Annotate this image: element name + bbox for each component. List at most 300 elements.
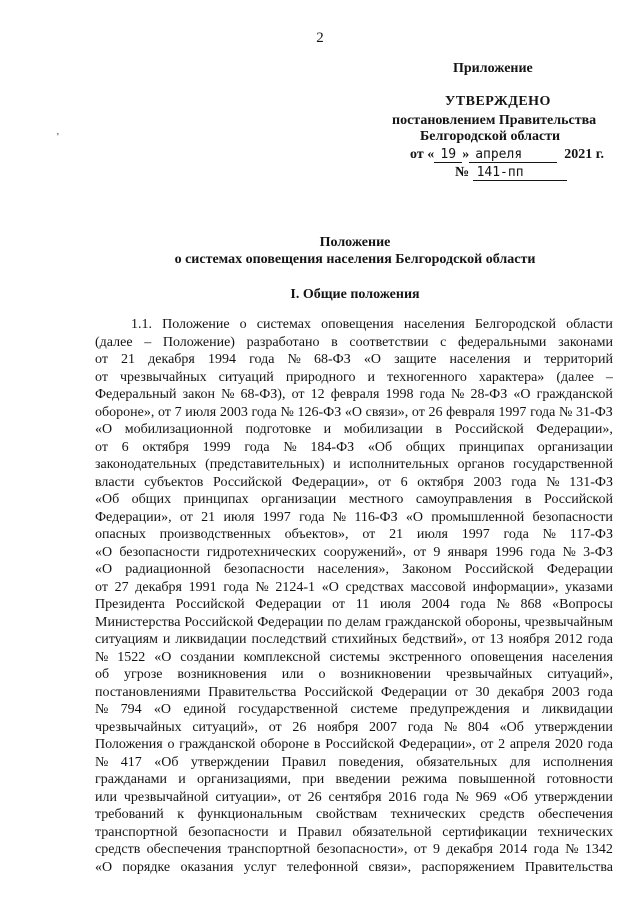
word: свойствам: [316, 807, 378, 822]
word: 2003: [473, 474, 502, 490]
word: сертификации: [442, 824, 528, 840]
word: массовой: [410, 579, 466, 595]
word: 1997: [461, 527, 490, 542]
word: режима: [401, 772, 448, 787]
word: о: [239, 317, 247, 332]
word: года: [223, 579, 249, 595]
title-line-1: Положение: [319, 235, 391, 250]
word: гражданской: [179, 737, 256, 752]
word: 28-ФЗ: [470, 387, 508, 402]
date-prefix: от «: [410, 147, 435, 162]
word: оказания: [180, 859, 234, 875]
word: Федерации»,: [95, 509, 172, 525]
body-line: [95, 684, 613, 702]
date-year: 2021 г.: [564, 147, 604, 162]
body-line: [95, 649, 613, 667]
word: мобилизационной: [124, 422, 233, 437]
word: от: [268, 719, 282, 735]
word: «О: [95, 562, 113, 577]
word: №: [451, 387, 465, 402]
section-heading: I. Общие положения: [290, 287, 420, 302]
body-line-words: [95, 649, 613, 667]
word: общих: [131, 492, 172, 507]
word: стихийных: [331, 632, 398, 647]
word: 26: [292, 719, 307, 735]
body-line-words: [95, 614, 613, 632]
word: «О: [344, 404, 362, 420]
word: №: [95, 702, 109, 717]
word: государственной: [513, 457, 613, 472]
word: информации»,: [472, 579, 559, 595]
body-line: [95, 596, 613, 614]
word: №: [95, 754, 109, 770]
body-line-words: [95, 666, 613, 684]
word: промышленной: [431, 509, 525, 525]
word: характера»: [478, 369, 545, 385]
body-line-words: [95, 789, 613, 807]
word: Федерации: [257, 614, 324, 630]
word: общих: [405, 439, 446, 455]
body-line: [95, 771, 613, 789]
word: и: [279, 824, 287, 840]
word: транспортной: [95, 824, 178, 840]
body-line: [95, 736, 613, 754]
word: ситуаций»,: [192, 719, 258, 735]
word: 26: [307, 789, 322, 805]
word: года: [460, 597, 486, 612]
word: экстренного: [388, 649, 462, 665]
body-line-words: [95, 736, 613, 754]
body-line-words: [95, 859, 613, 877]
word: от: [291, 387, 305, 402]
word: декабря: [446, 842, 493, 857]
word: введении: [335, 772, 391, 787]
word: Российской: [454, 422, 524, 437]
body-line-words: [95, 509, 613, 527]
word: №: [255, 579, 269, 595]
word: и: [323, 422, 332, 437]
word: года: [533, 842, 559, 857]
word: ноября: [317, 719, 359, 735]
word: Президента: [95, 597, 165, 612]
word: субъектов: [144, 474, 204, 490]
word: №: [95, 649, 109, 665]
word: ситуаций: [218, 369, 274, 385]
word: готовности: [546, 772, 613, 787]
word: 417: [120, 754, 142, 770]
word: 7: [174, 404, 182, 420]
word: от: [287, 789, 301, 805]
body-line: [95, 351, 613, 369]
word: 3-ФЗ: [583, 544, 613, 560]
body-paragraph: [95, 316, 613, 876]
word: угрозе: [123, 667, 163, 682]
word: года: [244, 439, 270, 455]
word: года: [587, 684, 613, 700]
word: области: [566, 317, 613, 332]
word: производственных: [159, 527, 271, 542]
word: чрезвычайных: [119, 369, 207, 385]
word: о: [318, 667, 326, 682]
word: связи»,: [368, 859, 412, 875]
word: организации: [537, 439, 613, 455]
word: декабря: [148, 352, 195, 367]
word: года: [251, 404, 277, 420]
word: Российской: [544, 492, 613, 507]
word: декабря: [135, 579, 182, 595]
word: делам: [345, 614, 382, 630]
body-line: [95, 631, 613, 649]
approved-label: УТВЕРЖДЕНО: [445, 94, 551, 109]
body-line-words: [95, 439, 613, 457]
word: чрезвычайной: [123, 789, 209, 805]
number-line: [455, 164, 567, 181]
word: «О: [405, 509, 423, 525]
word: года: [249, 352, 275, 367]
word: июля: [185, 404, 217, 420]
word: системы: [329, 649, 380, 665]
word: 1991: [188, 579, 217, 595]
word: 12: [310, 387, 325, 402]
word: №: [565, 842, 579, 857]
body-line-words: [131, 316, 613, 334]
word: 1997: [498, 404, 527, 420]
body-line: [95, 474, 613, 492]
body-line: [95, 859, 613, 877]
word: исполнительных: [349, 457, 449, 472]
word: безопасности: [188, 824, 269, 840]
word: 184-ФЗ: [310, 439, 355, 455]
word: обеспечения: [146, 842, 222, 857]
word: от: [454, 684, 468, 700]
word: 30: [475, 684, 490, 700]
word: ситуации»,: [215, 789, 282, 805]
word: мобилизации: [343, 422, 423, 437]
word: Российской: [464, 562, 534, 577]
word: октября: [417, 474, 464, 490]
word: создании: [180, 649, 235, 665]
word: и: [523, 352, 532, 367]
word: в: [313, 737, 321, 752]
word: ситуаций»,: [547, 667, 613, 682]
word: обеспечения: [538, 807, 613, 822]
body-line: [95, 841, 613, 859]
word: (далее: [95, 334, 133, 350]
word: транспортной: [227, 842, 311, 857]
body-line: [95, 316, 613, 334]
margin-mark: ': [57, 132, 59, 143]
word: 11: [355, 597, 370, 612]
word: июля: [416, 527, 448, 542]
word: технических: [537, 824, 613, 840]
appendix-label: Приложение: [453, 61, 533, 76]
word: 2012: [554, 632, 583, 647]
word: Российской: [213, 474, 283, 490]
word: №: [542, 527, 556, 542]
body-line: [95, 561, 613, 579]
word: или: [95, 789, 117, 805]
body-line-words: [95, 631, 613, 649]
word: Федеральный: [95, 387, 177, 402]
word: 9: [432, 842, 440, 857]
word: «О: [513, 387, 531, 402]
word: Российской: [175, 597, 245, 612]
word: исполнения: [542, 754, 613, 770]
word: 68-ФЗ),: [240, 387, 286, 402]
word: (представительных): [205, 457, 325, 472]
word: Положения: [95, 737, 163, 752]
word: населения»,: [317, 562, 389, 577]
word: 2007: [369, 719, 398, 735]
date-mid: »: [462, 147, 470, 162]
word: «О: [95, 544, 113, 560]
word: «О: [363, 352, 381, 367]
word: средств: [95, 842, 141, 857]
word: ноября: [508, 632, 550, 647]
word: безопасности: [119, 544, 200, 560]
word: –: [605, 369, 613, 385]
word: гражданами: [95, 772, 168, 787]
word: №: [280, 404, 294, 420]
body-line-words: [95, 771, 613, 789]
word: местного: [348, 492, 404, 507]
body-line-words: [95, 561, 613, 579]
word: 1342: [584, 842, 613, 857]
word: года: [423, 789, 449, 805]
word: 794: [120, 702, 142, 717]
word: сентября: [328, 789, 382, 805]
word: «Об: [503, 789, 528, 805]
word: связи»,: [365, 404, 409, 420]
word: Российской: [184, 614, 254, 630]
word: в: [524, 492, 532, 507]
word: функциональным: [197, 807, 303, 822]
word: 2014: [499, 842, 528, 857]
word: «О: [154, 649, 172, 665]
number-value: 141-пп: [473, 165, 567, 181]
word: января: [447, 544, 488, 560]
word: 6: [121, 439, 129, 455]
approved-by-line: постановлением Правительства: [392, 113, 597, 128]
word: 126-ФЗ: [297, 404, 342, 420]
word: Российской: [304, 684, 374, 700]
body-line: [95, 369, 613, 387]
body-line: [95, 614, 613, 632]
word: населения: [449, 352, 511, 367]
word: об: [95, 667, 110, 682]
word: 1996: [494, 544, 523, 560]
word: «Об: [367, 439, 393, 455]
word: объектов»,: [284, 527, 349, 542]
word: гражданской: [536, 387, 613, 402]
body-line-words: [95, 719, 613, 737]
word: «Об: [499, 719, 524, 735]
body-line: [95, 579, 613, 597]
word: «О: [95, 422, 113, 437]
word: сооружений»,: [323, 544, 407, 560]
word: от: [471, 632, 485, 647]
word: от: [95, 352, 108, 367]
word: последствий: [251, 632, 327, 647]
body-line-words: [95, 841, 613, 859]
word: средств: [479, 807, 525, 822]
word: законодательных: [95, 457, 197, 472]
body-line: [95, 526, 613, 544]
body-line-words: [95, 754, 613, 772]
word: года: [419, 387, 445, 402]
word: апреля: [509, 737, 551, 752]
word: июля: [379, 597, 411, 612]
word: Федерации: [380, 684, 448, 700]
body-line: [95, 824, 613, 842]
word: предупреждения: [409, 702, 510, 717]
word: ситуациям: [95, 632, 158, 647]
word: Федерации»,: [536, 422, 613, 437]
word: и: [178, 772, 186, 787]
word: 969: [475, 789, 497, 805]
word: от: [95, 579, 108, 595]
word: (далее: [556, 369, 594, 385]
word: года: [530, 544, 556, 560]
word: 68-ФЗ: [313, 352, 351, 367]
word: №: [443, 719, 458, 735]
word: №: [546, 474, 560, 490]
body-line-words: [95, 386, 613, 404]
word: №: [221, 387, 235, 402]
word: февраля: [330, 387, 380, 402]
word: бедствий»,: [402, 632, 467, 647]
word: 2124-1: [275, 579, 316, 595]
word: Федерации»,: [291, 474, 369, 490]
body-line-words: [95, 684, 613, 702]
word: принципах: [183, 492, 249, 507]
body-line-words: [95, 806, 613, 824]
body-line-words: [95, 474, 613, 492]
word: Правительства: [208, 684, 297, 700]
date-month: апреля: [469, 147, 557, 163]
page-number: 2: [316, 30, 324, 46]
word: 27: [114, 579, 129, 595]
word: безопасности: [223, 562, 305, 577]
word: утверждении: [190, 754, 270, 770]
word: 21: [201, 509, 216, 525]
word: территорий: [544, 352, 613, 367]
word: года: [503, 527, 529, 542]
word: №: [455, 789, 469, 805]
word: средствах: [345, 579, 404, 595]
word: 2003: [219, 404, 248, 420]
word: федеральными: [458, 334, 547, 350]
body-line-words: [95, 334, 613, 352]
word: 1997: [262, 509, 291, 525]
word: организациями,: [197, 772, 291, 787]
body-line: [95, 754, 613, 772]
word: октября: [142, 439, 189, 455]
word: в: [435, 422, 443, 437]
body-line-words: [95, 701, 613, 719]
word: разработано: [246, 334, 320, 350]
word: возникновении: [340, 667, 431, 682]
body-line: [95, 386, 613, 404]
word: года: [511, 474, 537, 490]
word: утверждении: [534, 719, 613, 735]
word: №: [496, 597, 510, 612]
word: –: [144, 334, 152, 350]
word: Федерации: [546, 562, 613, 577]
word: года: [530, 404, 556, 420]
document-title: [0, 234, 640, 268]
word: подготовке: [245, 422, 312, 437]
word: населения: [551, 649, 613, 665]
word: оповещения: [321, 317, 394, 332]
word: 131-ФЗ: [569, 474, 613, 490]
word: закон: [182, 387, 215, 402]
word: «Об: [95, 492, 120, 507]
body-line-words: [95, 596, 613, 614]
word: 804: [467, 719, 489, 735]
word: населения: [403, 317, 465, 332]
word: Федерации: [255, 597, 322, 612]
body-line: [95, 789, 613, 807]
word: Правил: [281, 754, 327, 770]
word: 1994: [207, 352, 236, 367]
body-line: [95, 456, 613, 474]
word: обороне»,: [95, 404, 155, 420]
body-line: [95, 666, 613, 684]
word: и: [333, 457, 341, 472]
word: системе: [350, 702, 398, 717]
word: 2004: [421, 597, 450, 612]
word: 21: [389, 527, 404, 542]
word: 6: [400, 474, 408, 490]
word: «О: [95, 859, 113, 875]
word: чрезвычайным: [524, 614, 613, 630]
word: «О: [153, 702, 172, 717]
word: от: [95, 369, 108, 385]
word: от: [413, 544, 427, 560]
word: 2016: [388, 789, 417, 805]
date-day: 19: [434, 147, 462, 163]
word: 1998: [385, 387, 414, 402]
word: года: [587, 737, 613, 752]
word: организации: [261, 492, 337, 507]
word: обороны,: [465, 614, 521, 630]
word: при: [302, 772, 325, 787]
word: «О: [321, 579, 339, 595]
word: №: [562, 544, 576, 560]
number-prefix: №: [455, 165, 470, 180]
word: 2: [498, 737, 506, 752]
body-line-words: [95, 404, 613, 422]
word: принципах: [458, 439, 525, 455]
body-line-words: [95, 369, 613, 387]
word: опасных: [95, 527, 146, 542]
word: 2020: [554, 737, 583, 752]
word: порядке: [122, 859, 171, 875]
word: указами: [565, 579, 613, 595]
word: системах: [256, 317, 311, 332]
word: услуг: [243, 859, 277, 875]
word: Министерства: [95, 614, 181, 630]
word: от: [179, 509, 193, 525]
word: Российской: [325, 737, 395, 752]
word: требований: [95, 807, 164, 822]
word: гидротехнических: [206, 544, 317, 560]
word: Белгородской: [474, 317, 557, 332]
word: от: [157, 404, 171, 420]
body-line: [95, 701, 613, 719]
word: технических: [390, 807, 466, 822]
